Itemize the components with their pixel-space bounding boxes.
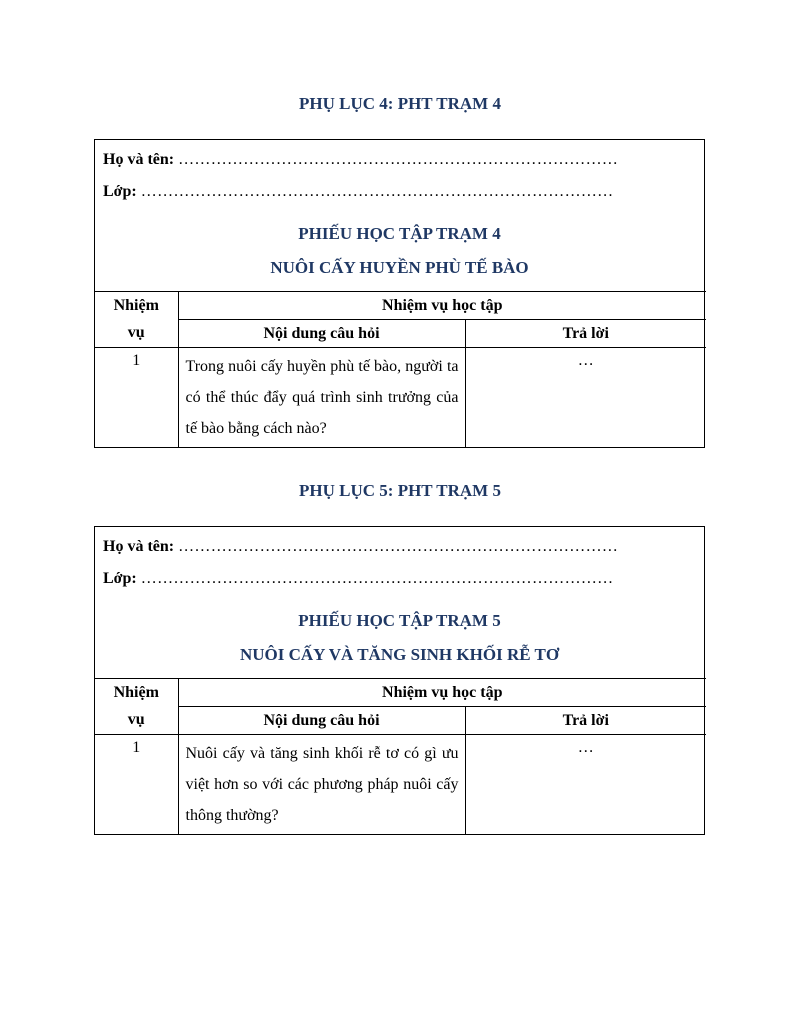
worksheet-box [94, 526, 705, 835]
sheet-title: PHIẾU HỌC TẬP TRẠM 5 [298, 611, 501, 630]
class-field[interactable]: …………………………………………………………………………… [140, 570, 614, 587]
name-label: Họ và tên: [103, 538, 175, 555]
table-row [95, 348, 706, 448]
task-table [95, 678, 706, 834]
worksheet-box [94, 139, 705, 448]
question-column-header: Nội dung câu hỏi [178, 707, 465, 735]
task-group-header: Nhiệm vụ học tập [178, 679, 706, 707]
section-heading: PHỤ LỤC 5: PHT TRẠM 5 [299, 481, 501, 500]
student-info [95, 527, 704, 678]
sheet-subtitle: NUÔI CẤY VÀ TĂNG SINH KHỐI RỄ TƠ [239, 645, 560, 664]
answer-column-header: Trả lời [465, 707, 706, 735]
task-group-header: Nhiệm vụ học tập [178, 292, 706, 320]
class-label: Lớp: [103, 183, 137, 200]
task-column-header: Nhiệm vụ [95, 292, 178, 348]
name-field[interactable]: ……………………………………………………………………… [178, 151, 619, 168]
question-column-header: Nội dung câu hỏi [178, 320, 465, 348]
sheet-subtitle: NUÔI CẤY HUYỀN PHÙ TẾ BÀO [270, 258, 529, 277]
section-heading: PHỤ LỤC 4: PHT TRẠM 4 [299, 94, 501, 113]
sheet-title: PHIẾU HỌC TẬP TRẠM 4 [298, 224, 501, 243]
answer-column-header: Trả lời [465, 320, 706, 348]
name-field[interactable]: ……………………………………………………………………… [178, 538, 619, 555]
answer-field[interactable]: … [465, 348, 706, 448]
class-line [103, 177, 696, 209]
task-table [95, 291, 706, 447]
name-line [103, 145, 696, 177]
question-text: Nuôi cấy và tăng sinh khối rễ tơ có gì ưu việt hơn so với các phương pháp nuôi cấy thông thường? [178, 735, 465, 835]
class-line [103, 564, 696, 596]
name-label: Họ và tên: [103, 151, 175, 168]
task-column-header: Nhiệm vụ [95, 679, 178, 735]
class-label: Lớp: [103, 570, 137, 587]
answer-field[interactable]: … [465, 735, 706, 835]
name-line [103, 532, 696, 564]
class-field[interactable]: …………………………………………………………………………… [140, 183, 614, 200]
table-row [95, 735, 706, 835]
question-text: Trong nuôi cấy huyền phù tế bào, người ta có thể thúc đẩy quá trình sinh trưởng của tế bào bằng cách nào? [178, 348, 465, 448]
task-number: 1 [95, 735, 178, 835]
student-info [95, 140, 704, 291]
task-number: 1 [95, 348, 178, 448]
